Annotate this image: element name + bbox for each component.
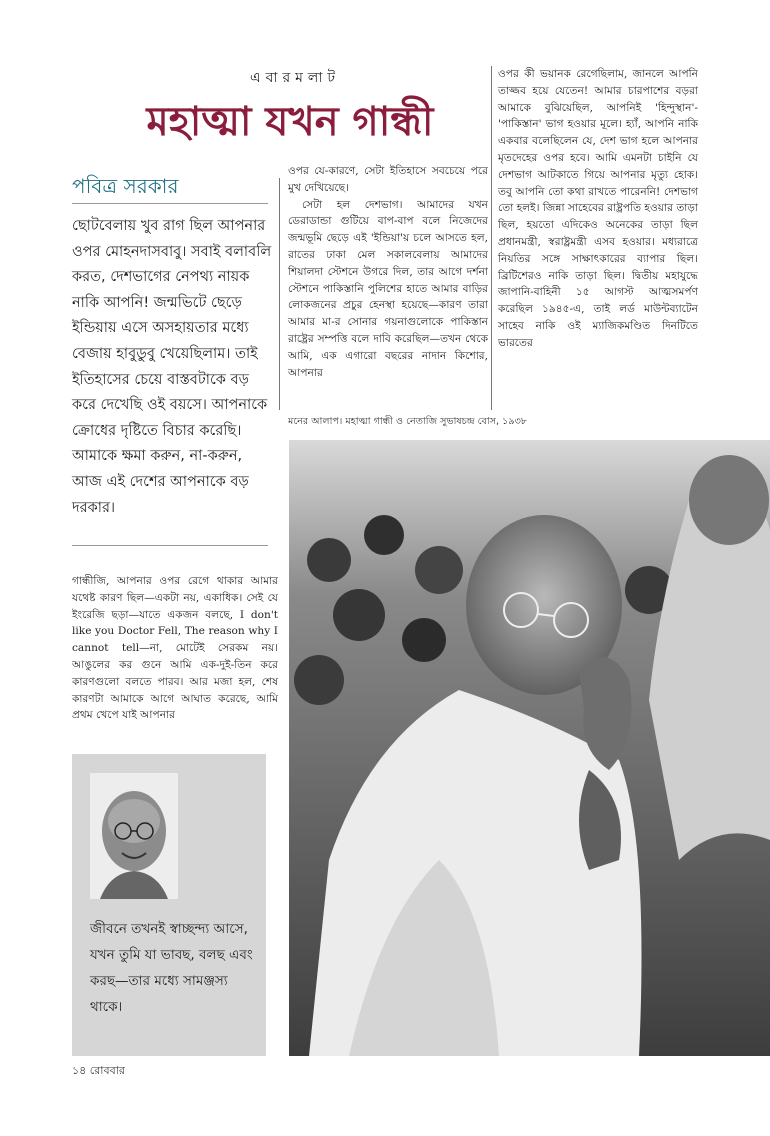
divider (72, 545, 268, 546)
column-rule (279, 178, 280, 410)
gandhi-photo (289, 440, 770, 1056)
article-paragraph: ওপর কী ভয়ানক রেগেছিলাম, জানলে আপনি তাজ্জব হয়ে যেতেন! আমার চারপাশের বড়রা আমাকে বুঝিয়েছিল, আপনিই 'হিন্দুস্থান'-'পাকিস্তান' ভাগ হওয়ার মূলে। হ্যাঁ, আপনি নাকি একবার বলেছিলেন যে, দেশ ভাগ হলে আপনার মৃতদেহের ওপর হবে। আমি এমনটা চাইনি যে দেশভাগ আটকাতে গিয়ে আপনার মৃত্যু হোক। তবু আপনি তো কথা রাখতে পারেননি! দেশভাগ তো হলই। জিন্না সাহেবের রাষ্ট্রপতি হওয়ার তাড়া ছিল, হয়তো এদিকেও অনেকের তাড়া ছিল প্রধানমন্ত্রী, স্বরাষ্ট্রমন্ত্রী এসব হওয়ার। মধ্যরাত্রে নিয়তির সঙ্গে সাক্ষাৎকারের ব্যাপার ছিল। ব্রিটিশেরও নাকি তাড়া ছিল। দ্বিতীয় মহাযুদ্ধে জাপানি-বাহিনী ১৫ আগস্ট আত্মসমর্পণ করেছিল ১৯৪৫-এ, তাই লর্ড মাউন্টব্যাটেন সাহেব নাকি ওই ম্যাজিকমণ্ডিত দিনটিতে ভারতের (498, 68, 698, 349)
photo-caption: মনের আলাপ। মহাত্মা গান্ধী ও নেতাজি সুভাষচন্দ্র বোস, ১৯৩৮ (288, 416, 528, 427)
article-column-3 (498, 66, 698, 352)
column-rule (491, 66, 492, 410)
intro-paragraph: ছোটবেলায় খুব রাগ ছিল আপনার ওপর মোহনদাসবাবু। সবাই বলাবলি করত, দেশভাগের নেপথ্য নায়ক নাকি আপনি! জন্মভিটে ছেড়ে ইন্ডিয়ায় এসে অসহায়তার মধ্যে বেজায় হাবুডুবু খেয়েছিলাম। তাই ইতিহাসের চেয়ে বাস্তবটাকে বড় করে দেখেছি ওই বয়সে। আপনাকে ক্রোধের দৃষ্টিতে বিচার করেছি। আমাকে ক্ষমা করুন, না-করুন, আজ এই দেশের আপনাকে বড় দরকার। (72, 218, 272, 516)
divider (72, 203, 268, 204)
page-title: মহাত্মা যখন গান্ধী (146, 99, 434, 145)
page-footer: ১৪ রোববার (72, 1064, 125, 1077)
article-column-1 (72, 573, 278, 724)
gandhi-quote: জীবনে তখনই স্বাচ্ছন্দ্য আসে, যখন তুমি যা ভাবছ, বলছ এবং করছ—তার মধ্যে সামঞ্জস্য থাকে। (90, 921, 253, 1015)
article-paragraph: ওপর যে-কারণে, সেটা ইতিহাসে সবচেয়ে পরে মুখ দেখিয়েছে। (288, 165, 488, 194)
article-column-2 (288, 163, 488, 381)
author-name: পবিত্র সরকার (72, 174, 179, 198)
section-kicker: এবারমলাট (249, 70, 341, 86)
gandhi-portrait (90, 773, 178, 899)
article-paragraph: গান্ধীজি, আপনার ওপর রেগে থাকার আমার যথেষ্ট কারণ ছিল—একটা নয়, একাধিক। সেই যে ইংরেজি ছড়া—যাতে একজন বলছে, I don't like you Doctor Fell, The reason why I cannot tell—না, মোটেই সেরকম নয়। আঙুলের কর গুনে আমি এক-দুই-তিন করে কারণগুলো বলতে পারব। আর মজা হল, শেষ কারণটা আমাকে আগে আঘাত করেছে, আমি প্রথম খেপে যাই আপনার (72, 575, 278, 722)
article-paragraph: সেটা হল দেশভাগ। আমাদের যখন ডেরাডান্ডা গুটিয়ে বাপ-বাপ বলে নিজেদের জন্মভূমি ছেড়ে এই 'ইন্ডিয়া'য় চলে আসতে হল, রাতের ঢাকা মেল সকালবেলায় আমাদের শিয়ালদা স্টেশনে উগরে দিল, তার আগে দর্শনা স্টেশনে পাকিস্তানি পুলিশের হাতে আমার বাড়ির লোকজনের প্রচুর হেনস্থা হয়েছে—কারণ তারা আমার মা-র সোনার গয়নাগুলোকে পাকিস্তান রাষ্ট্রের সম্পত্তি বলে দাবি করেছিল—তখন থেকে আমি, এক এগারো বছরের নাদান কিশোর, আপনার (288, 198, 488, 379)
